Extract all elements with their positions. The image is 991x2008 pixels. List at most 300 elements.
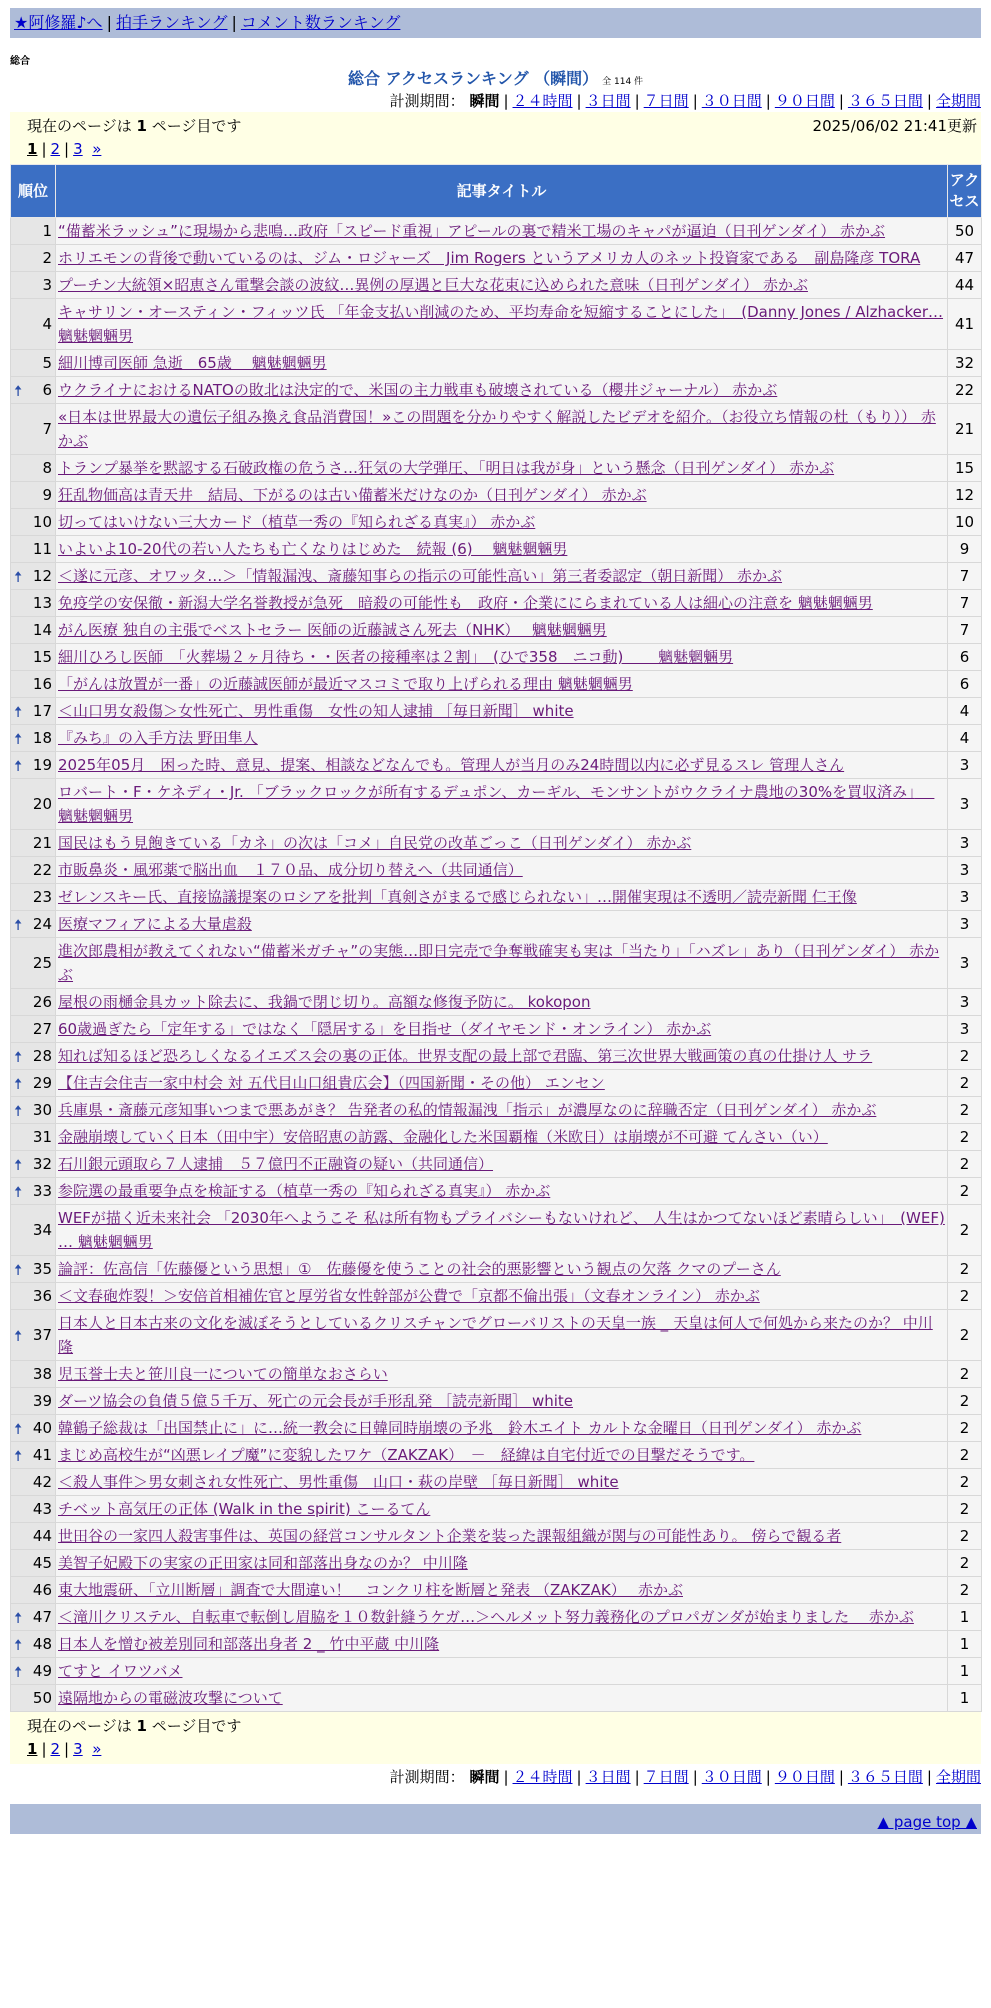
ranking-title: 総合 アクセスランキング （瞬間） xyxy=(347,69,599,88)
article-link[interactable]: 医療マフィアによる大量虐殺 xyxy=(58,915,252,933)
table-row xyxy=(11,563,982,590)
article-link[interactable]: ゼレンスキー氏、直接協議提案のロシアを批判「真剣さがまるで感じられない」…開催実現は不透明／読売新聞 仁王像 xyxy=(58,888,857,906)
table-row xyxy=(11,671,982,698)
table-row xyxy=(11,989,982,1016)
article-link[interactable]: チベット高気圧の正体 (Walk in the spirit) こーるてん xyxy=(58,1500,431,1518)
rank-up-arrow-icon: 🠅 xyxy=(14,1048,23,1066)
rank-up-arrow-icon: 🠅 xyxy=(14,1420,23,1438)
title-cell xyxy=(56,752,948,779)
access-count: 2 xyxy=(948,1523,982,1550)
access-count: 2 xyxy=(948,1388,982,1415)
access-count: 2 xyxy=(948,1496,982,1523)
rank-up-arrow-icon: 🠅 xyxy=(14,730,23,748)
footer-bar xyxy=(10,1804,981,1834)
ranking-body xyxy=(11,218,982,1712)
rank-cell xyxy=(11,509,56,536)
rank-cell xyxy=(11,779,56,830)
rank-cell xyxy=(11,989,56,1016)
rank-number: 11 xyxy=(32,540,52,558)
article-link[interactable]: ロバート・F・ケネディ・Jr. 「ブラックロックが所有するデュポン、カーギル、モンサントがウクライナ農地の30%を買収済み」 魑魅魍魎男 xyxy=(58,783,935,825)
period-7d-link[interactable]: ７日間 xyxy=(643,92,689,110)
access-count: 2 xyxy=(948,1097,982,1124)
period-all-link[interactable]: 全期間 xyxy=(935,1768,981,1786)
rank-number: 7 xyxy=(42,420,52,438)
page-info-bottom xyxy=(10,1712,981,1764)
article-link[interactable]: 参院選の最重要争点を検証する（植草一秀の『知られざる真実』） 赤かぶ xyxy=(58,1182,551,1200)
pager-top: 1 | 2 | 3 » xyxy=(27,140,102,158)
access-count: 3 xyxy=(948,938,982,989)
table-row xyxy=(11,1283,982,1310)
article-link[interactable]: 市販鼻炎・風邪薬で脳出血 １７０品、成分切り替えへ（共同通信） xyxy=(58,861,523,879)
title-cell xyxy=(56,857,948,884)
rank-up-arrow-icon: 🠅 xyxy=(14,1609,23,1627)
table-row xyxy=(11,1205,982,1256)
rank-up-arrow-icon: 🠅 xyxy=(14,568,23,586)
rank-number: 12 xyxy=(32,567,52,585)
title-cell xyxy=(56,989,948,1016)
period-label: 計測期間： xyxy=(389,92,465,110)
title-cell xyxy=(56,644,948,671)
title-cell xyxy=(56,938,948,989)
table-row xyxy=(11,590,982,617)
table-row xyxy=(11,1550,982,1577)
article-link[interactable]: 『みち』の入手方法 野田隼人 xyxy=(58,729,258,747)
rank-number: 49 xyxy=(32,1662,52,1680)
access-count: 12 xyxy=(948,482,982,509)
rank-up-arrow-icon: 🠅 xyxy=(14,1075,23,1093)
rank-number: 25 xyxy=(32,954,52,972)
rank-cell xyxy=(11,299,56,350)
period-30d-link[interactable]: ３０日間 xyxy=(701,92,762,110)
table-row xyxy=(11,617,982,644)
rank-number: 5 xyxy=(42,354,52,372)
article-link[interactable]: がん医療 独自の主張でベストセラー 医師の近藤誠さん死去（NHK） 魑魅魍魎男 xyxy=(58,621,607,639)
pager-page-2[interactable]: 2 xyxy=(50,140,61,158)
title-cell xyxy=(56,272,948,299)
table-row xyxy=(11,911,982,938)
article-link[interactable]: 論評：佐高信「佐藤優という思想」① 佐藤優を使うことの社会的悪影響という観点の欠落 クマのプーさん xyxy=(58,1260,781,1278)
table-header-row xyxy=(11,165,982,218)
pager-page-2[interactable]: 2 xyxy=(50,1740,61,1758)
rank-cell xyxy=(11,1496,56,1523)
table-row xyxy=(11,1361,982,1388)
rank-up-arrow-icon: 🠅 xyxy=(14,1663,23,1681)
table-row xyxy=(11,857,982,884)
table-row xyxy=(11,1016,982,1043)
rank-number: 48 xyxy=(32,1635,52,1653)
rank-number: 39 xyxy=(32,1392,52,1410)
clap-ranking-link[interactable]: 拍手ランキング xyxy=(115,13,228,32)
article-link[interactable]: 児玉誉士夫と笹川良一についての簡単なおさらい xyxy=(58,1365,388,1383)
access-count: 3 xyxy=(948,911,982,938)
table-row xyxy=(11,1496,982,1523)
table-row xyxy=(11,698,982,725)
title-cell xyxy=(56,404,948,455)
rank-number: 24 xyxy=(32,915,52,933)
access-count: 2 xyxy=(948,1178,982,1205)
article-link[interactable]: 2025年05月 困った時、意見、提案、相談などなんでも。管理人が当月のみ24時間以内に必ず見るスレ 管理人さん xyxy=(58,756,845,774)
article-link[interactable]: ＜殺人事件＞男女刺され女性死亡、男性重傷 山口・萩の岸壁 ［毎日新聞］ white xyxy=(58,1473,619,1491)
period-365d-link[interactable]: ３６５日間 xyxy=(847,92,923,110)
rank-cell xyxy=(11,1283,56,1310)
rank-cell xyxy=(11,884,56,911)
title-cell xyxy=(56,377,948,404)
access-count: 10 xyxy=(948,509,982,536)
rank-cell xyxy=(11,1124,56,1151)
rank-number: 9 xyxy=(42,486,52,504)
access-count: 7 xyxy=(948,617,982,644)
access-count: 3 xyxy=(948,752,982,779)
rank-cell xyxy=(11,1631,56,1658)
title-cell xyxy=(56,218,948,245)
title-cell xyxy=(56,830,948,857)
rank-number: 14 xyxy=(32,621,52,639)
period-selector-bottom: 計測期間： 瞬間 | ２４時間 | ３日間 | ７日間 | ３０日間 | ９０日間 | ３６５日間 | 全期間 xyxy=(389,1768,981,1786)
title-cell xyxy=(56,536,948,563)
rank-number: 4 xyxy=(42,315,52,333)
title-cell xyxy=(56,1151,948,1178)
pager-current-page: 1 xyxy=(27,140,38,158)
article-link[interactable]: ウクライナにおけるNATOの敗北は決定的で、米国の主力戦車も破壊されている（櫻井ジャーナル） 赤かぶ xyxy=(58,381,778,399)
title-cell xyxy=(56,455,948,482)
rank-number: 8 xyxy=(42,459,52,477)
title-cell xyxy=(56,482,948,509)
table-row xyxy=(11,1631,982,1658)
access-count: 2 xyxy=(948,1283,982,1310)
rank-number: 34 xyxy=(32,1221,52,1239)
article-link[interactable]: 兵庫県・斎藤元彦知事いつまで悪あがき？ 告発者の私的情報漏洩「指示」が濃厚なのに辞職否定（日刊ゲンダイ） 赤かぶ xyxy=(58,1101,877,1119)
article-link[interactable]: いよいよ10-20代の若い人たちも亡くなりはじめた 続報 (6) 魑魅魍魎男 xyxy=(58,540,568,558)
rank-up-arrow-icon: 🠅 xyxy=(14,757,23,775)
table-row xyxy=(11,1256,982,1283)
table-row xyxy=(11,350,982,377)
table-row xyxy=(11,377,982,404)
nav-separator: | xyxy=(231,13,237,32)
title-cell xyxy=(56,884,948,911)
rank-number: 44 xyxy=(32,1527,52,1545)
article-link[interactable]: ホリエモンの背後で動いているのは、ジム・ロジャーズ Jim Rogers というアメリカ人のネット投資家である 副島隆彦 TORA xyxy=(58,249,921,267)
pager-bottom: 1 | 2 | 3 » xyxy=(27,1740,102,1758)
table-row xyxy=(11,938,982,989)
title-cell xyxy=(56,1523,948,1550)
article-link[interactable]: 国民はもう見飽きている「カネ」の次は「コメ」自民党の改革ごっこ（日刊ゲンダイ） 赤かぶ xyxy=(58,834,692,852)
rank-cell xyxy=(11,1070,56,1097)
rank-cell xyxy=(11,245,56,272)
title-cell xyxy=(56,1097,948,1124)
article-link[interactable]: ダーツ協会の負債５億５千万、死亡の元会長が手形乱発 ［読売新聞］ white xyxy=(58,1392,573,1410)
pager-current-page: 1 xyxy=(27,1740,38,1758)
article-link[interactable]: 細川博司医師 急逝 65歳 魑魅魍魎男 xyxy=(58,354,327,372)
rank-number: 28 xyxy=(32,1047,52,1065)
table-row xyxy=(11,644,982,671)
article-link[interactable]: WEFが描く近未来社会 「2030年へようこそ 私は所有物もプライバシーもないけれど、 人生はかつてないほど素晴らしい」 (WEF) … 魑魅魍魎男 xyxy=(58,1209,945,1251)
access-count: 2 xyxy=(948,1469,982,1496)
article-link[interactable]: 世田谷の一家四人殺害事件は、英国の経営コンサルタント企業を装った課報組織が関与の可能性あり。 傍らで観る者 xyxy=(58,1527,842,1545)
article-link[interactable]: 美智子妃殿下の実家の正田家は同和部落出身なのか？ 中川隆 xyxy=(58,1554,468,1572)
rank-cell xyxy=(11,1097,56,1124)
table-row xyxy=(11,245,982,272)
access-count: 21 xyxy=(948,404,982,455)
period-365d-link[interactable]: ３６５日間 xyxy=(847,1768,923,1786)
rank-number: 30 xyxy=(32,1101,52,1119)
pager-page-3[interactable]: 3 xyxy=(73,140,83,158)
article-link[interactable]: “備蓄米ラッシュ”に現場から悲鳴…政府「スピード重視」アピールの裏で精米工場のキャパが逼迫（日刊ゲンダイ） 赤かぶ xyxy=(58,222,886,240)
rank-number: 18 xyxy=(32,729,52,747)
table-row xyxy=(11,455,982,482)
rank-number: 32 xyxy=(32,1155,52,1173)
table-row xyxy=(11,1577,982,1604)
title-cell xyxy=(56,1256,948,1283)
article-link[interactable]: トランプ暴挙を黙認する石破政権の危うさ…狂気の大学弾圧、「明日は我が身」という懸念（日刊ゲンダイ） 赤かぶ xyxy=(58,459,835,477)
title-cell xyxy=(56,1283,948,1310)
title-cell xyxy=(56,509,948,536)
access-count: 41 xyxy=(948,299,982,350)
rank-cell xyxy=(11,377,56,404)
access-count: 2 xyxy=(948,1070,982,1097)
rank-number: 29 xyxy=(32,1074,52,1092)
rank-number: 37 xyxy=(32,1326,52,1344)
nav-separator: | xyxy=(106,13,112,32)
access-count: 2 xyxy=(948,1415,982,1442)
table-row xyxy=(11,482,982,509)
title-cell xyxy=(56,698,948,725)
rank-cell xyxy=(11,1388,56,1415)
rank-cell xyxy=(11,1043,56,1070)
title-cell xyxy=(56,1205,948,1256)
article-link[interactable]: 【住吉会住吉一家中村会 対 五代目山口組貴広会】（四国新聞・その他） エンセン xyxy=(58,1074,605,1092)
article-link[interactable]: ＜文春砲炸裂！＞安倍首相補佐官と厚労省女性幹部が公費で「京都不倫出張」（文春オンライン） 赤かぶ xyxy=(58,1287,760,1305)
access-count: 3 xyxy=(948,830,982,857)
current-page-text: 現在のページは 1 ページ目です xyxy=(27,1717,242,1735)
access-count: 2 xyxy=(948,1310,982,1361)
period-24h-link[interactable]: ２４時間 xyxy=(512,92,573,110)
comment-ranking-link[interactable]: コメント数ランキング xyxy=(240,13,401,32)
access-count: 9 xyxy=(948,536,982,563)
rank-number: 21 xyxy=(32,834,52,852)
title-cell xyxy=(56,590,948,617)
title-cell xyxy=(56,1016,948,1043)
rank-number: 35 xyxy=(32,1260,52,1278)
rank-cell xyxy=(11,482,56,509)
article-link[interactable]: まじめ高校生が“凶悪レイプ魔”に変貌したワケ（ZAKZAK） － 経緯は自宅付近での目撃だそうです。 xyxy=(58,1446,755,1464)
article-link[interactable]: ＜遂に元彦、オワッタ…＞「情報漏洩、斎藤知事らの指示の可能性高い」第三者委認定（朝日新聞） 赤かぶ xyxy=(58,567,783,585)
rank-cell xyxy=(11,1658,56,1685)
period-3d-link[interactable]: ３日間 xyxy=(585,1768,631,1786)
access-count: 4 xyxy=(948,725,982,752)
rank-number: 6 xyxy=(42,381,52,399)
rank-up-arrow-icon: 🠅 xyxy=(14,1447,23,1465)
rank-cell xyxy=(11,272,56,299)
article-link[interactable]: ＜山口男女殺傷＞女性死亡、男性重傷 女性の知人逮捕 ［毎日新聞］ white xyxy=(58,702,574,720)
rank-cell xyxy=(11,1523,56,1550)
access-count: 1 xyxy=(948,1685,982,1712)
article-link[interactable]: 日本人を憎む被差別同和部落出身者 2 _ 竹中平蔵 中川隆 xyxy=(58,1635,440,1653)
period-30d-link[interactable]: ３０日間 xyxy=(701,1768,762,1786)
access-count: 6 xyxy=(948,644,982,671)
table-row xyxy=(11,1178,982,1205)
title-cell xyxy=(56,1178,948,1205)
rank-cell xyxy=(11,563,56,590)
rank-cell xyxy=(11,536,56,563)
rank-number: 17 xyxy=(32,702,52,720)
access-count: 3 xyxy=(948,989,982,1016)
title-cell xyxy=(56,671,948,698)
title-column-header: 記事タイトル xyxy=(56,165,948,218)
rank-cell xyxy=(11,1469,56,1496)
pager-next[interactable]: » xyxy=(92,1740,102,1758)
rank-number: 16 xyxy=(32,675,52,693)
article-link[interactable]: 金融崩壊していく日本（田中宇）安倍昭恵の訪露、金融化した米国覇権（米欧日）は崩壊が不可避 てんさい（い） xyxy=(58,1128,828,1146)
page xyxy=(10,0,981,1834)
title-cell xyxy=(56,1496,948,1523)
article-link[interactable]: てすと イワツバメ xyxy=(58,1662,183,1680)
home-link[interactable]: ★阿修羅♪へ xyxy=(14,13,103,32)
title-cell xyxy=(56,1361,948,1388)
table-row xyxy=(11,884,982,911)
article-link[interactable]: 進次郎農相が教えてくれない“備蓄米ガチャ”の実態…即日完売で争奪戦確実も実は「当たり」「ハズレ」あり（日刊ゲンダイ） 赤かぶ xyxy=(58,942,940,984)
period-90d-link[interactable]: ９０日間 xyxy=(774,92,835,110)
rank-number: 13 xyxy=(32,594,52,612)
title-cell xyxy=(56,1442,948,1469)
rank-cell xyxy=(11,1310,56,1361)
rank-up-arrow-icon: 🠅 xyxy=(14,1156,23,1174)
period-label: 計測期間： xyxy=(389,1768,465,1786)
access-count: 7 xyxy=(948,590,982,617)
table-row xyxy=(11,1124,982,1151)
table-row xyxy=(11,272,982,299)
access-count: 4 xyxy=(948,698,982,725)
rank-cell xyxy=(11,671,56,698)
rank-cell xyxy=(11,725,56,752)
period-current: 瞬間 xyxy=(469,92,500,110)
updated-timestamp: 2025/06/02 21:41更新 xyxy=(812,117,977,135)
table-row xyxy=(11,779,982,830)
period-all-link[interactable]: 全期間 xyxy=(935,92,981,110)
table-row xyxy=(11,725,982,752)
article-link[interactable]: 知れば知るほど恐ろしくなるイエズス会の裏の正体。世界支配の最上部で君臨、第三次世界大戦画策の真の仕掛け人 サラ xyxy=(58,1047,873,1065)
article-link[interactable]: 「がんは放置が一番」の近藤誠医師が最近マスコミで取り上げられる理由 魑魅魍魎男 xyxy=(58,675,633,693)
rank-cell xyxy=(11,752,56,779)
table-row xyxy=(11,1310,982,1361)
table-row xyxy=(11,1070,982,1097)
article-link[interactable]: プーチン大統領×昭恵さん電撃会談の波紋…異例の厚遇と巨大な花束に込められた意味（日刊ゲンダイ） 赤かぶ xyxy=(58,276,808,294)
period-3d-link[interactable]: ３日間 xyxy=(585,92,631,110)
article-link[interactable]: 細川ひろし医師 「火葬場２ヶ月待ち・・医者の接種率は２割」 (ひで358 ニコ動) 魑魅魍魎男 xyxy=(58,648,734,666)
title-cell xyxy=(56,299,948,350)
article-link[interactable]: 屋根の雨樋金具カット除去に、我鍋で閉じ切り。高額な修復予防に。 kokopon xyxy=(58,993,591,1011)
rank-cell xyxy=(11,1256,56,1283)
rank-cell xyxy=(11,1178,56,1205)
article-link[interactable]: 東大地震研、「立川断層」調査で大間違い！ コンクリ柱を断層と発表 （ZAKZAK） 赤かぶ xyxy=(58,1581,683,1599)
title-cell xyxy=(56,1415,948,1442)
rank-number: 23 xyxy=(32,888,52,906)
article-link[interactable]: 切ってはいけない三大カード（植草一秀の『知られざる真実』） 赤かぶ xyxy=(58,513,536,531)
access-count: 22 xyxy=(948,377,982,404)
title-cell xyxy=(56,1577,948,1604)
rank-number: 22 xyxy=(32,861,52,879)
title-cell xyxy=(56,1388,948,1415)
article-link[interactable]: 石川銀元頭取ら７人逮捕 ５７億円不正融資の疑い（共同通信） xyxy=(58,1155,494,1173)
rank-cell xyxy=(11,1415,56,1442)
period-7d-link[interactable]: ７日間 xyxy=(643,1768,689,1786)
table-row xyxy=(11,830,982,857)
table-row xyxy=(11,509,982,536)
rank-number: 15 xyxy=(32,648,52,666)
article-link[interactable]: 遠隔地からの電磁波攻撃について xyxy=(58,1689,283,1707)
table-row xyxy=(11,1469,982,1496)
rank-number: 43 xyxy=(32,1500,52,1518)
rank-number: 41 xyxy=(32,1446,52,1464)
article-link[interactable]: 免疫学の安保徹・新潟大学名誉教授が急死 暗殺の可能性も 政府・企業ににらまれている人は細心の注意を 魑魅魍魎男 xyxy=(58,594,873,612)
article-link[interactable]: キャサリン・オースティン・フィッツ氏 「年金支払い削減のため、平均寿命を短縮することにした」 (Danny Jones / Alzhacker… 魑魅魍魎男 xyxy=(58,303,944,345)
rank-up-arrow-icon: 🠅 xyxy=(14,1327,23,1345)
page-info-top xyxy=(10,112,981,164)
rank-cell xyxy=(11,911,56,938)
table-row xyxy=(11,299,982,350)
rank-number: 38 xyxy=(32,1365,52,1383)
rank-up-arrow-icon: 🠅 xyxy=(14,1261,23,1279)
period-24h-link[interactable]: ２４時間 xyxy=(512,1768,573,1786)
title-cell xyxy=(56,1658,948,1685)
rank-cell xyxy=(11,938,56,989)
rank-cell xyxy=(11,617,56,644)
rank-number: 2 xyxy=(42,249,52,267)
access-count: 3 xyxy=(948,779,982,830)
rank-number: 1 xyxy=(42,222,52,240)
article-link[interactable]: ＜滝川クリステル、自転車で転倒し眉脇を１０数針縫うケガ…＞ヘルメット努力義務化のプロパガンダが始まりました 赤かぶ xyxy=(58,1608,914,1626)
rank-cell xyxy=(11,1016,56,1043)
title-cell xyxy=(56,245,948,272)
rank-cell xyxy=(11,404,56,455)
table-row xyxy=(11,536,982,563)
period-90d-link[interactable]: ９０日間 xyxy=(774,1768,835,1786)
title-cell xyxy=(56,1469,948,1496)
category-label: 総合 xyxy=(10,56,30,67)
rank-cell xyxy=(11,218,56,245)
access-count: 2 xyxy=(948,1205,982,1256)
article-link[interactable]: 日本人と日本古来の文化を滅ぼそうとしているクリスチャンでグローバリストの天皇一族 _ 天皇は何人で何処から来たのか？ 中川隆 xyxy=(58,1314,933,1356)
access-count: 47 xyxy=(948,245,982,272)
page-top-link[interactable]: ▲ page top ▲ xyxy=(877,1813,977,1831)
rank-number: 47 xyxy=(32,1608,52,1626)
table-row xyxy=(11,1415,982,1442)
access-count: 2 xyxy=(948,1361,982,1388)
rank-number: 40 xyxy=(32,1419,52,1437)
pager-next[interactable]: » xyxy=(92,140,102,158)
access-count: 1 xyxy=(948,1658,982,1685)
rank-up-arrow-icon: 🠅 xyxy=(14,703,23,721)
access-count: 1 xyxy=(948,1631,982,1658)
pager-page-3[interactable]: 3 xyxy=(73,1740,83,1758)
rank-column-header: 順位 xyxy=(11,165,56,218)
article-link[interactable]: 狂乱物価高は青天井 結局、下がるのは古い備蓄米だけなのか（日刊ゲンダイ） 赤かぶ xyxy=(58,486,647,504)
article-link[interactable]: 韓鶴子総裁は「出国禁止に」に…統一教会に日韓同時崩壊の予兆 鈴木エイト カルトな金曜日（日刊ゲンダイ） 赤かぶ xyxy=(58,1419,862,1437)
rank-number: 36 xyxy=(32,1287,52,1305)
rank-up-arrow-icon: 🠅 xyxy=(14,1102,23,1120)
rank-cell xyxy=(11,1151,56,1178)
current-page-text: 現在のページは 1 ページ目です xyxy=(27,117,242,135)
access-count: 32 xyxy=(948,350,982,377)
article-link[interactable]: 60歳過ぎたら「定年する」ではなく「隠居する」を目指せ（ダイヤモンド・オンライン） 赤かぶ xyxy=(58,1020,712,1038)
access-count: 2 xyxy=(948,1043,982,1070)
period-selector-top: 計測期間： 瞬間 | ２４時間 | ３日間 | ７日間 | ３０日間 | ９０日間 | ３６５日間 | 全期間 xyxy=(389,92,981,110)
access-count: 2 xyxy=(948,1550,982,1577)
table-row xyxy=(11,1151,982,1178)
rank-cell xyxy=(11,1577,56,1604)
rank-number: 19 xyxy=(32,756,52,774)
article-link[interactable]: «日本は世界最大の遺伝子組み換え食品消費国！»この問題を分かりやすく解説したビデオを紹介。（お役立ち情報の杜（もり）） 赤かぶ xyxy=(58,408,936,450)
title-cell xyxy=(56,1043,948,1070)
